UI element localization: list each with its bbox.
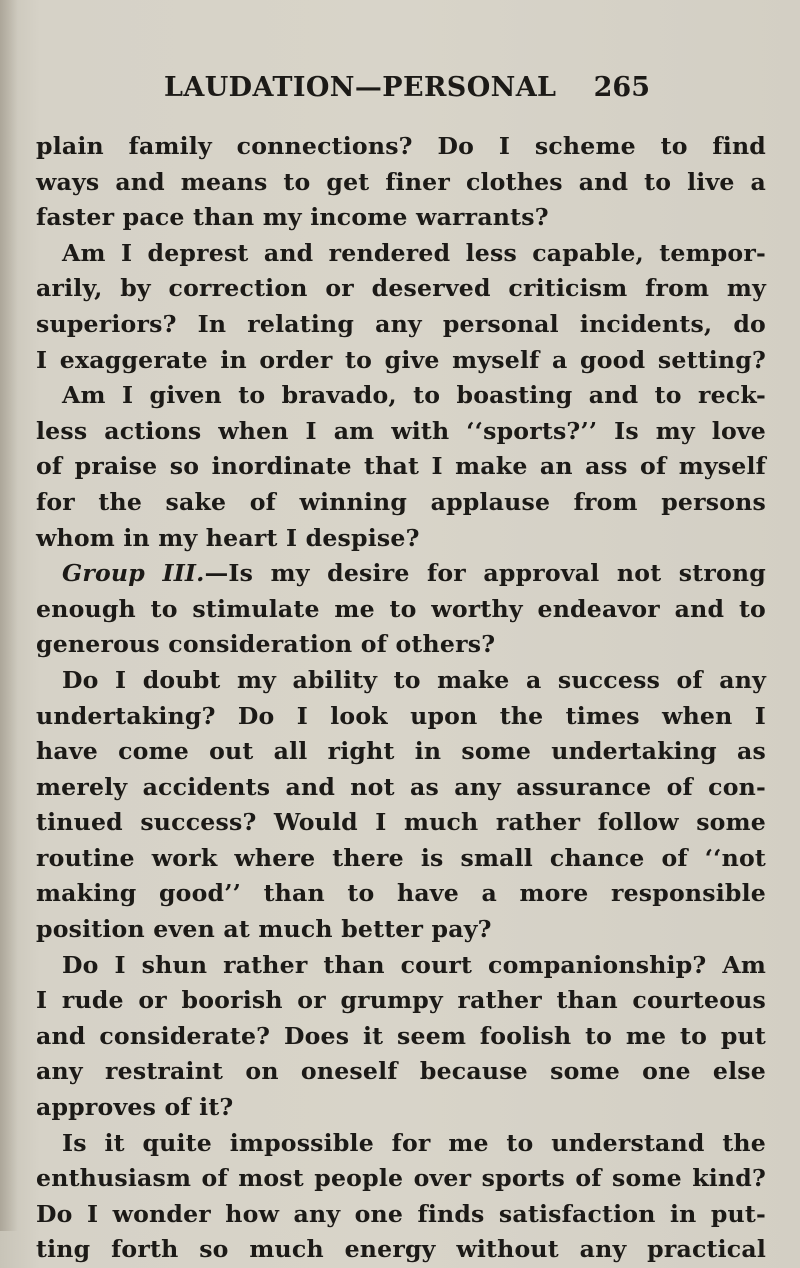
text-line: making good’’ than to have a more responsible <box>36 879 766 908</box>
text-line: I exaggerate in order to give myself a good setting? <box>36 345 766 374</box>
text-line: have come out all right in some undertaking as <box>36 737 766 766</box>
text-line: enthusiasm of most people over sports of some kind? <box>36 1164 766 1193</box>
text-line: approves of it? <box>36 1093 234 1122</box>
text-line: position even at much better pay? <box>36 915 492 944</box>
text-line: Am I deprest and rendered less capable, tempor- <box>62 238 766 267</box>
text-line: routine work where there is small chance of ‘‘not <box>36 843 766 872</box>
text-line: Do I shun rather than court companionship? Am <box>62 950 766 979</box>
text-line: Do I wonder how any one finds satisfaction in put- <box>36 1199 766 1228</box>
text-line: tinued success? Would I much rather follow some <box>36 808 766 837</box>
text-line: of praise so inordinate that I make an ass of myself <box>36 452 766 481</box>
text-line: generous consideration of others? <box>36 630 496 659</box>
text-line: any restraint on oneself because some one else <box>36 1057 766 1086</box>
page-edge-shadow <box>0 0 18 1231</box>
page-number: 265 <box>593 72 650 103</box>
text-line: Is it quite impossible for me to understand the <box>62 1128 766 1157</box>
running-title: LAUDATION—PERSONAL <box>164 72 557 103</box>
text-line: ting forth so much energy without any practical <box>36 1235 766 1264</box>
text-line: superiors? In relating any personal incidents, do <box>36 309 766 338</box>
text-line: ways and means to get finer clothes and to live a <box>36 167 766 196</box>
text-line: Am I given to bravado, to boasting and to reck- <box>62 381 766 410</box>
group-heading-italic: Group III. <box>62 559 205 588</box>
text-line: Do I doubt my ability to make a success of any <box>62 665 766 694</box>
text-line: enough to stimulate me to worthy endeavor and to <box>36 594 766 623</box>
text-line: for the sake of winning applause from persons <box>36 487 766 516</box>
text-line: I rude or boorish or grumpy rather than courteous <box>36 986 766 1015</box>
text-line: and considerate? Does it seem foolish to me to put <box>36 1021 766 1050</box>
text-line: whom in my heart I despise? <box>36 523 420 552</box>
body-text <box>36 129 766 1268</box>
text-line: less actions when I am with ‘‘sports?’’ Is my love <box>36 416 766 445</box>
text-line: undertaking? Do I look upon the times when I <box>36 701 766 730</box>
text-line: merely accidents and not as any assurance of con- <box>36 772 766 801</box>
text-line: arily, by correction or deserved criticism from my <box>36 274 766 303</box>
page-header <box>80 72 650 112</box>
text-line: plain family connections? Do I scheme to find <box>36 132 766 160</box>
text-line: faster pace than my income warrants? <box>36 203 549 232</box>
text-line-group-heading: Group III.—Is my desire for approval not strong <box>62 559 766 588</box>
